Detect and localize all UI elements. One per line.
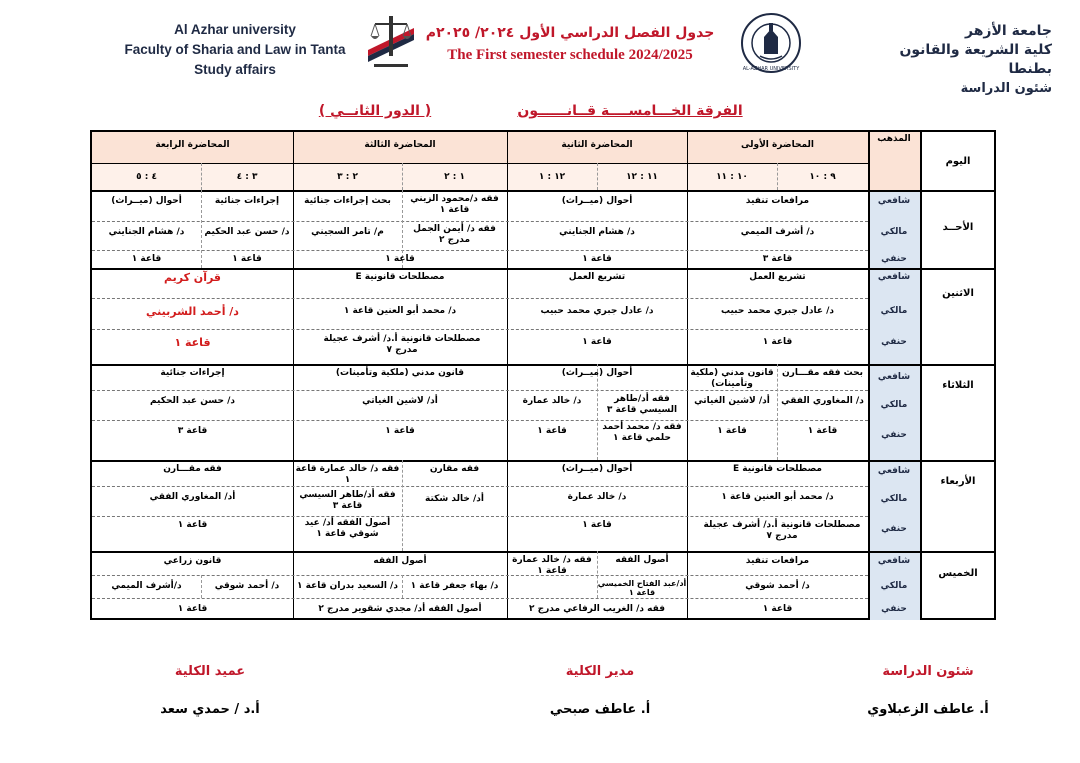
madhhab-label: مالكي (880, 306, 908, 316)
time-slot-4: ١٢ : ١ (538, 172, 566, 182)
title-en: The First semester schedule 2024/2025 (447, 47, 693, 63)
day-wed: الأربعاء (940, 476, 976, 487)
madhhab-label: حنفي (881, 604, 907, 614)
cell-wed-l1-room: مصطلحات قانونية أ.د/ أشرف عجيلة مدرج ٧ (703, 520, 861, 541)
cell-sun-l3a-lecturer: فقه د/ أيمن الجمل مدرج ٢ (413, 224, 496, 245)
cell-thu-l4a-lecturer: د/ أحمد شوقي (214, 581, 280, 591)
cell-tue-l2b-lecturer: د/ خالد عمارة (522, 396, 582, 406)
cell-wed-l3b-course: فقه مقارن (429, 464, 480, 474)
cell-sun-l3a-course: فقه د/محمود الزيني قاعة ١ (410, 194, 499, 215)
madhhab-label: شافعي (877, 272, 911, 282)
lecture-1-header: المحاضرة الأولى (741, 140, 814, 150)
header-english (95, 20, 375, 80)
madhhab-label: حنفي (881, 430, 907, 440)
header-ar-line: كلية الشريعة والقانون بطنطا (899, 42, 1052, 77)
time-slot-3: ١١ : ١٢ (626, 172, 658, 182)
footer-dean-name: أ.د / حمدي سعد (160, 702, 260, 717)
cell-thu-l1-room: قاعة ١ (762, 604, 793, 614)
cell-sun-l2-lecturer: د/ هشام الجنايني (559, 227, 635, 237)
exam-round: ( الدور الثانــي ) (318, 103, 432, 119)
madhhab-label: مالكي (880, 400, 908, 410)
cell-sun-l4b-course: أحوال (ميــراث) (111, 196, 182, 206)
cell-thu-l3b-lecturer: د/ بهاء جعفر قاعة ١ (410, 581, 499, 591)
madhhab-header: المذهب (877, 134, 911, 144)
header-ar-line: شئون الدراسة (960, 81, 1052, 96)
cell-sun-l3b-lecturer: م/ تامر السجيني (311, 227, 384, 237)
university-seal-icon (740, 12, 802, 74)
cell-wed-l2-room: قاعة ١ (582, 520, 612, 530)
cell-thu-l3-room: أصول الفقه أد/ مجدي شقوير مدرج ٢ (318, 604, 482, 614)
cell-tue-l1b-lecturer: أد/ لاشين الغياتي (694, 396, 770, 406)
cell-wed-l4-room: قاعة ١ (177, 520, 208, 530)
lecture-4-header: المحاضرة الرابعة (155, 140, 230, 150)
header-en-line: Study affairs (194, 62, 276, 77)
cell-sun-l2-course: أحوال (ميــراث) (561, 196, 633, 206)
cell-sun-l4a-lecturer: د/ حسن عبد الحكيم (204, 227, 290, 237)
cell-wed-l3a-course: فقه د/ خالد عمارة قاعة ١ (295, 464, 400, 485)
madhhab-label: مالكي (880, 581, 908, 591)
cell-wed-l2-lecturer: د/ خالد عمارة (567, 492, 627, 502)
madhhab-label: حنفي (881, 337, 907, 347)
cell-tue-l2a-lecturer: فقه أد/طاهر السيسي قاعة ٣ (606, 394, 678, 415)
cell-tue-l3-course: قانون مدني (ملكية وتأمينات) (335, 368, 465, 378)
madhhab-label: حنفي (881, 524, 907, 534)
time-slot-8: ٤ : ٥ (136, 172, 157, 182)
header-en-line: Faculty of Sharia and Law in Tanta (124, 42, 346, 57)
footer-affairs-title: شئون الدراسة (882, 664, 974, 679)
class-level: الفرقة الخـــامســــة قــانــــــون (517, 103, 743, 119)
cell-sun-l2-room: قاعة ١ (582, 254, 612, 264)
footer-affairs-name: أ. عاطف الزعبلاوي (867, 702, 989, 717)
madhhab-label: شافعي (877, 372, 911, 382)
cell-mon-l4-lecturer: د/ أحمد الشربيني (146, 305, 239, 318)
cell-tue-l2b-course: أحوال (ميــراث) (561, 368, 633, 378)
cell-thu-l4b-lecturer: د/أشرف الميمي (111, 581, 182, 591)
schedule-table (90, 130, 996, 620)
cell-sun-l3b-course: بحث إجراءات جنائية (304, 196, 391, 206)
cell-wed-l3b-lecturer: أد/ خالد شكتة (425, 494, 484, 504)
cell-sun-l4a-room: قاعة ١ (232, 254, 262, 264)
seal-text: AL-AZHAR UNIVERSITY (742, 66, 800, 72)
madhhab-label: حنفي (881, 254, 907, 264)
cell-wed-l2-course: أحوال (ميــراث) (561, 464, 633, 474)
footer-manager-name: أ. عاطف صبحي (549, 702, 651, 717)
time-slot-2: ١٠ : ١١ (716, 172, 748, 182)
lecture-2-header: المحاضرة الثانية (561, 140, 633, 150)
footer-manager-title: مدير الكلية (565, 664, 635, 679)
cell-thu-l2-room: فقه د/ الغريب الرفاعي مدرج ٢ (529, 604, 665, 614)
madhhab-label: مالكي (880, 227, 908, 237)
cell-tue-l1a-room: قاعة ١ (807, 426, 838, 436)
cell-wed-l3a-room: أصول الفقه أد/ عيد شوقي قاعة ١ (304, 518, 391, 539)
cell-tue-l1b-course: قانون مدني (ملكية وتأمينات) (690, 368, 774, 389)
day-header: اليوم (945, 156, 971, 167)
cell-thu-l4-course: قانون زراعي (163, 556, 222, 566)
cell-thu-l3-course: أصول الفقه (373, 556, 427, 566)
cell-tue-l1a-lecturer: د/ المغاوري الفقي (781, 396, 864, 406)
cell-wed-l1-lecturer: د/ محمد أبو العنين قاعة ١ (721, 492, 834, 502)
cell-thu-l2b-course: فقه د/ خالد عمارة قاعة ١ (512, 555, 592, 576)
cell-thu-l2a-course: أصول الفقه (615, 555, 669, 565)
cell-tue-l4-lecturer: د/ حسن عبد الحكيم (150, 396, 235, 406)
cell-mon-l3-room: مصطلحات قانونية أ.د/ أشرف عجيلة مدرج ٧ (323, 334, 481, 355)
cell-wed-l1-course: مصطلحات قانونية E (732, 464, 823, 474)
day-thu: الخميس (938, 568, 978, 579)
madhhab-label: شافعي (877, 556, 911, 566)
cell-wed-l4-lecturer: أد/ المغاوري الفقي (149, 492, 236, 502)
header-en-line: Al Azhar university (174, 22, 296, 37)
madhhab-label: مالكي (880, 494, 908, 504)
faculty-logo-icon (360, 10, 422, 72)
cell-sun-l4a-course: إجراءات جنائية (214, 196, 280, 206)
cell-tue-l3-lecturer: أد/ لاشين الغياتي (362, 396, 438, 406)
cell-sun-l1-lecturer: د/ أشرف الميمي (740, 227, 815, 237)
cell-tue-l2b-room: قاعة ١ (537, 426, 567, 436)
cell-thu-l4-room: قاعة ١ (177, 604, 208, 614)
cell-sun-l1-room: قاعة ٣ (762, 254, 793, 264)
cell-tue-l1a-course: بحث فقه مقـــارن (781, 368, 863, 378)
madhhab-label: شافعي (877, 466, 911, 476)
cell-thu-l1-course: مرافعات تنفيذ (745, 556, 810, 566)
cell-mon-l1-course: تشريع العمل (749, 272, 806, 282)
header-ar-line: جامعة الأزهر (965, 23, 1052, 39)
cell-mon-l1-lecturer: د/ عادل جبري محمد حبيب (720, 306, 835, 316)
time-slot-6: ٢ : ٣ (337, 172, 358, 182)
cell-mon-l3-lecturer: د/ محمد أبو العنين قاعة ١ (343, 306, 457, 316)
cell-mon-l4-course: قرآن كريم (163, 271, 222, 284)
cell-mon-l2-room: قاعة ١ (582, 337, 612, 347)
cell-thu-l3a-lecturer: د/ السعيد بدران قاعة ١ (297, 581, 398, 591)
day-sun: الأحــد (942, 222, 974, 233)
day-mon: الاثنين (942, 288, 974, 299)
title-ar: جدول الفصل الدراسي الأول ٢٠٢٤/ ٢٠٢٥م (425, 25, 715, 41)
cell-tue-l1b-room: قاعة ١ (717, 426, 747, 436)
cell-mon-l3-course: مصطلحات قانونية E (355, 272, 445, 282)
cell-sun-l4b-room: قاعة ١ (131, 254, 162, 264)
cell-mon-l2-course: تشريع العمل (568, 272, 626, 282)
cell-tue-l4-room: قاعة ٣ (177, 426, 208, 436)
cell-mon-l4-room: قاعة ١ (174, 336, 211, 349)
cell-tue-l4-course: إجراءات جنائية (160, 368, 225, 378)
footer-dean-title: عميد الكلية (174, 664, 246, 679)
cell-mon-l2-lecturer: د/ عادل جبري محمد حبيب (540, 306, 654, 316)
cell-tue-l3-room: قاعة ١ (385, 426, 415, 436)
cell-tue-l2a-room: فقه د/ محمد أحمد حلمي قاعة ١ (602, 422, 682, 443)
cell-mon-l1-room: قاعة ١ (762, 337, 793, 347)
cell-sun-l3-room: قاعة ١ (385, 254, 415, 264)
time-slot-1: ٩ : ١٠ (809, 172, 836, 182)
cell-wed-l4-course: فقه مقـــارن (163, 464, 222, 474)
cell-thu-l1-lecturer: د/ أحمد شوقي (745, 581, 810, 591)
madhhab-label: شافعي (877, 196, 911, 206)
time-slot-7: ٣ : ٤ (236, 172, 258, 182)
cell-sun-l1-course: مرافعات تنفيذ (745, 196, 810, 206)
header-arabic (852, 22, 1052, 98)
cell-sun-l4b-lecturer: د/ هشام الجنايني (108, 227, 185, 237)
lecture-3-header: المحاضرة الثالثة (364, 140, 436, 150)
cell-thu-l2a-lecturer: أد/عبد الفتاح الخميسي قاعة ١ (597, 579, 687, 597)
cell-wed-l3a-lecturer: فقه أد/طاهر السيسي قاعة ٣ (299, 490, 396, 511)
day-tue: الثلاثاء (942, 380, 974, 391)
schedule-title (420, 22, 720, 66)
time-slot-5: ١ : ٢ (444, 172, 465, 182)
